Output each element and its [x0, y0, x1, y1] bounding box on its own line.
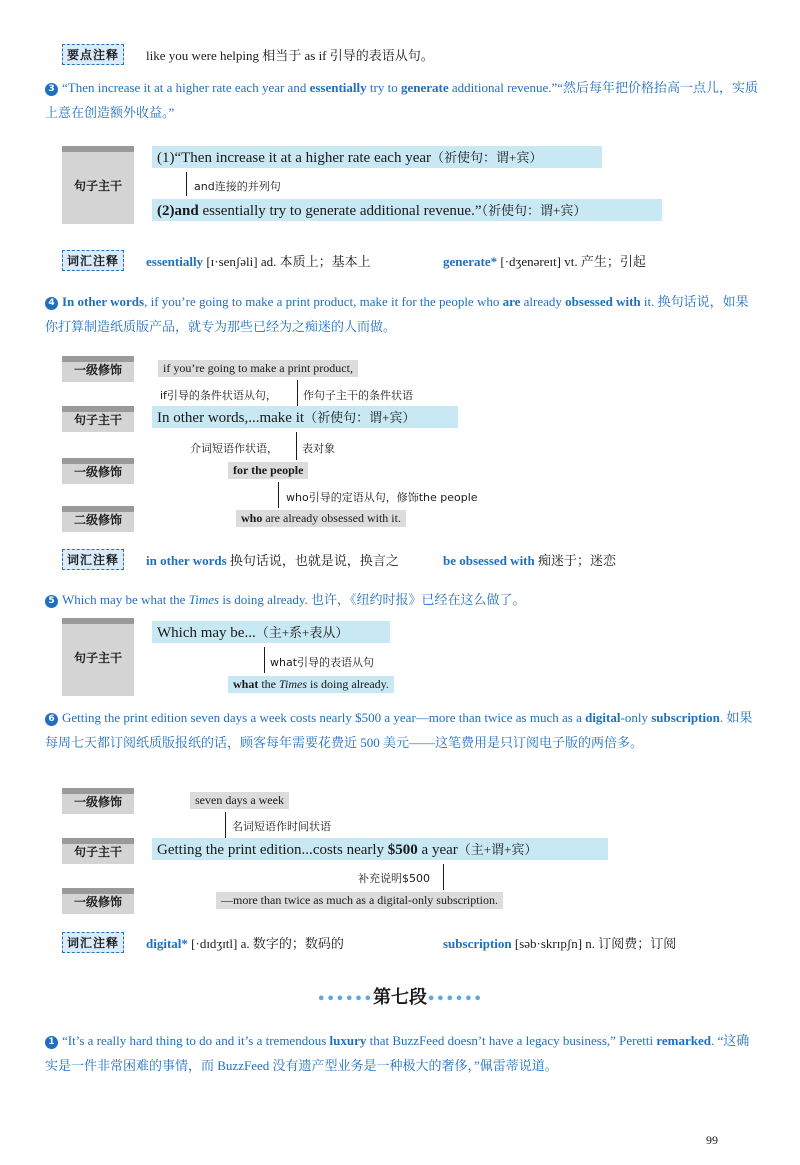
clause-text: are already obsessed with it. [262, 511, 401, 525]
label-modifier-1: 一级修饰 [62, 888, 134, 914]
vocab-def: [səb·skrɪpʃn] n. 订阅费；订阅 [514, 936, 677, 951]
label-main-clause: 句子主干 [62, 838, 134, 864]
clause-who [236, 510, 406, 527]
annotation: 介词短语作状语， [190, 442, 278, 455]
vocab-entry [443, 251, 646, 270]
label-modifier-1: 一级修饰 [62, 458, 134, 484]
annotation: who引导的定语从句，修饰the people [286, 491, 478, 504]
decorative-dots: •••••• [427, 992, 483, 1007]
vocab-tag: 词汇注释 [62, 250, 124, 271]
main-clause [152, 838, 608, 860]
vocab-word: subscription [443, 936, 512, 951]
phrase-for: for the people [228, 462, 308, 479]
clause-text: costs [312, 842, 343, 858]
connector-line [186, 172, 187, 196]
clause-text: In other words,...make it [157, 410, 305, 426]
text: is doing already. 也许，《纽约时报》已经在这么做了。 [219, 592, 526, 607]
label-main-clause: 句子主干 [62, 406, 134, 432]
annotation: 补充说明$500 [358, 872, 430, 885]
clause-text: Times [279, 677, 308, 691]
sentence-6 [45, 705, 760, 755]
clause-text: Which may be... [157, 625, 256, 641]
vocab-word: digital* [146, 936, 188, 951]
clause-text: who [241, 511, 263, 525]
text: . 如果每周七天都订阅纸质版报纸的话，顾客每年需要花费近 500 美元——这笔费用是只订阅电子版的两倍多。 [45, 710, 753, 750]
vocab-entry [443, 550, 616, 569]
sentence-number: 4 [45, 297, 58, 310]
text: that BuzzFeed doesn’t have a legacy business,” Peretti [366, 1033, 657, 1048]
sentence-4 [45, 289, 760, 339]
phrase-time: seven days a week [190, 792, 289, 809]
clause-text: (1)“Then increase it at a higher rate each year [157, 150, 431, 166]
clause-text: essentially try to generate additional revenue.” [198, 203, 482, 219]
sentence-3 [45, 75, 760, 125]
vocab-def: [ɪ·senʃəli] ad. 本质上；基本上 [206, 254, 371, 269]
main-clause [152, 621, 390, 643]
text: -only [620, 710, 652, 725]
section-title: 第七段 [373, 987, 427, 1008]
vocab-word: generate* [443, 254, 498, 269]
keyword: luxury [329, 1033, 367, 1048]
label-main-clause: 句子主干 [62, 146, 134, 224]
vocab-entry [146, 933, 344, 952]
label-modifier-1: 一级修饰 [62, 356, 134, 382]
phrase-dash: —more than twice as much as a digital-only subscription. [216, 892, 503, 909]
text: it. 换句话说，如果你打算制造纸质版产品，就专为那些已经为之痴迷的人而做。 [45, 294, 749, 334]
clause-note: （祈使句：谓+宾） [304, 410, 416, 425]
connector-line [443, 864, 444, 890]
vocab-word: be obsessed with [443, 553, 535, 568]
text: Which may be what the [62, 592, 189, 607]
clause-if: if you’re going to make a print product, [158, 360, 358, 377]
clause-note: （主+谓+宾） [457, 842, 538, 857]
clause-text: (2)and [157, 203, 199, 219]
annotation: 表对象 [302, 442, 335, 455]
clause-text: Getting the print edition... [157, 842, 313, 858]
connector-line [297, 380, 298, 406]
vocab-entry [443, 933, 676, 952]
connector-line [296, 432, 297, 460]
annotation: and连接的并列句 [194, 180, 281, 193]
annotation: if引导的条件状语从句， [160, 389, 277, 402]
key-note-tag: 要点注释 [62, 44, 124, 65]
vocab-word: in other words [146, 553, 227, 568]
keyword: remarked [656, 1033, 712, 1048]
label-modifier-1: 一级修饰 [62, 788, 134, 814]
vocab-tag: 词汇注释 [62, 932, 124, 953]
sentence-number: 6 [45, 713, 58, 726]
text: try to [366, 80, 401, 95]
annotation: what引导的表语从句 [270, 656, 375, 669]
vocab-tag: 词汇注释 [62, 549, 124, 570]
text: Times [188, 592, 220, 607]
keyword: digital [585, 710, 621, 725]
vocab-entry [146, 251, 371, 270]
sentence-number: 5 [45, 595, 58, 608]
sentence-number: 3 [45, 83, 58, 96]
text: already [520, 294, 566, 309]
page-number: 99 [706, 1133, 718, 1147]
annotation: 名词短语作时间状语 [232, 820, 331, 833]
label-modifier-2: 二级修饰 [62, 506, 134, 532]
clause-text: nearly [342, 842, 388, 858]
connector-line [264, 647, 265, 673]
sentence-5 [45, 587, 760, 612]
clause-text: what [233, 677, 259, 691]
vocab-def: [·dɪdʒɪtl] a. 数字的；数码的 [191, 936, 344, 951]
keyword: essentially [309, 80, 367, 95]
keyword: subscription [651, 710, 720, 725]
key-note-text: like you were helping 相当于 as if 引导的表语从句。 [146, 48, 434, 63]
text: additional revenue.”“然后每年把价格抬高一点儿，实质上意在创造额外收益。” [45, 80, 759, 120]
clause-note: （祈使句：谓+宾） [431, 150, 543, 165]
text: . “这确实是一件非常困难的事情，而 BuzzFeed 没有遗产型业务是一种极大的奢侈，”佩雷蒂说道。 [45, 1033, 750, 1073]
connector-line [225, 812, 226, 838]
label-main-clause: 句子主干 [62, 618, 134, 696]
keyword: obsessed with [565, 294, 641, 309]
clause-text: the [258, 677, 280, 691]
clause-line-2 [152, 199, 662, 221]
clause-note: （主+系+表从） [255, 625, 349, 640]
clause-text: $500 [387, 842, 418, 858]
vocab-def: [·dʒenəreɪt] vt. 产生；引起 [500, 254, 646, 269]
text: “Then increase it at a higher rate each year and [62, 80, 310, 95]
clause-text: a year [417, 842, 458, 858]
vocab-def: 痴迷于；迷恋 [538, 553, 617, 568]
clause-what [228, 676, 394, 693]
clause-note: （祈使句：谓+宾） [481, 203, 587, 218]
keyword: are [502, 294, 521, 309]
text: Getting the print edition seven days a week costs nearly $500 a year—more than twice as much as a [62, 710, 586, 725]
sentence-number: 1 [45, 1036, 58, 1049]
clause-line-1 [152, 146, 602, 168]
sentence-7-1 [45, 1028, 760, 1078]
text: “It’s a really hard thing to do and it’s a tremendous [62, 1033, 330, 1048]
main-clause [152, 406, 458, 428]
text: , if you’re going to make a print product, make it for the people who [144, 294, 503, 309]
connector-line [278, 482, 279, 508]
vocab-word: essentially [146, 254, 204, 269]
vocab-def: 换句话说，也就是说，换言之 [229, 553, 399, 568]
vocab-entry [146, 550, 399, 569]
keyword: generate [400, 80, 449, 95]
decorative-dots: •••••• [317, 992, 373, 1007]
annotation: 作句子主干的条件状语 [303, 389, 413, 402]
section-heading [0, 983, 800, 1009]
clause-text: is doing already. [307, 677, 389, 691]
keyword: In other words [62, 294, 145, 309]
